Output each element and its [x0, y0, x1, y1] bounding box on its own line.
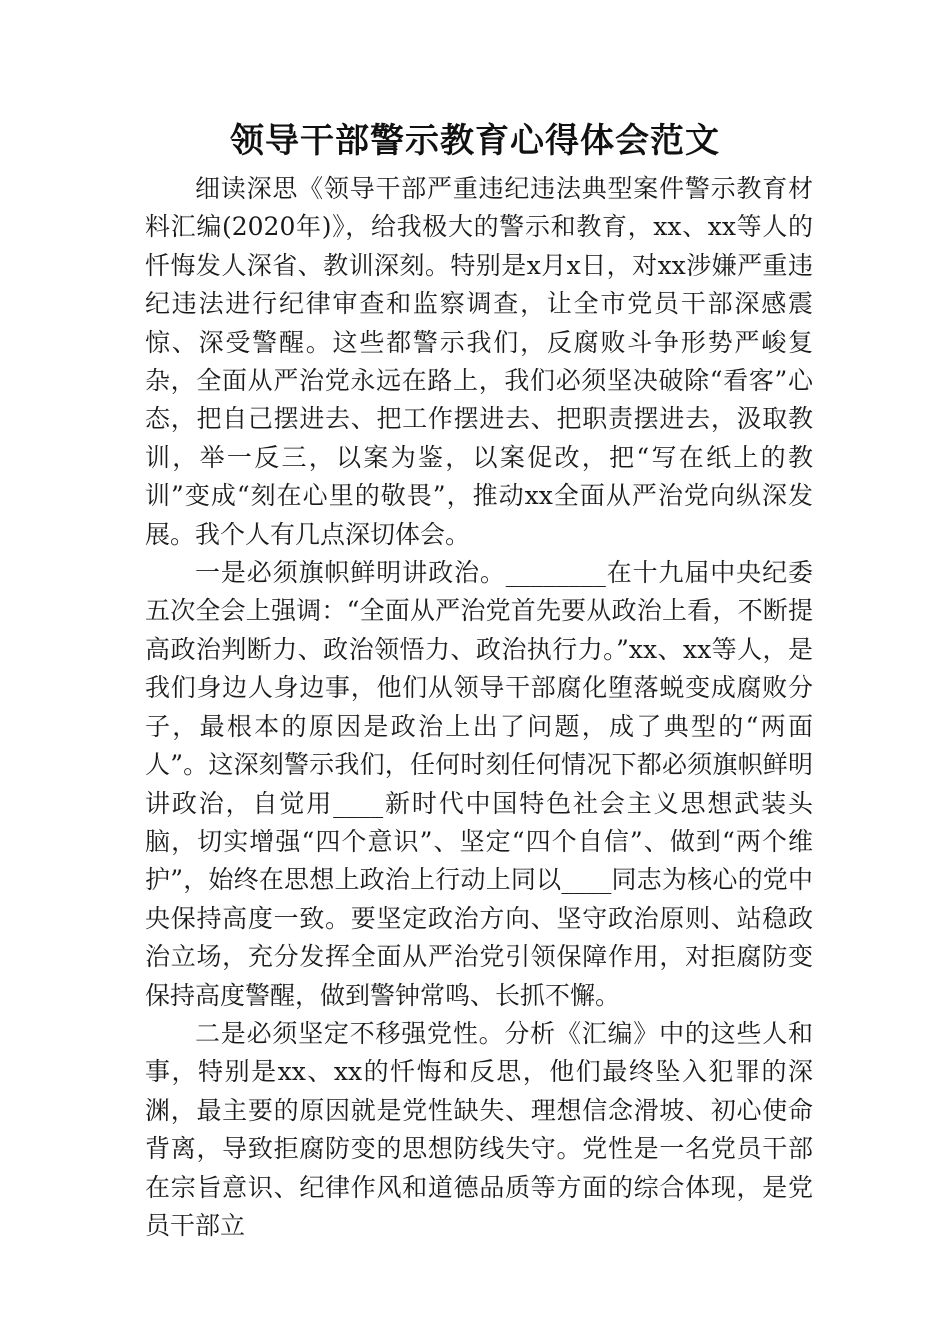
document-body — [145, 170, 813, 1245]
paragraph-intro: 细读深思《领导干部严重违纪违法典型案件警示教育材料汇编(2020年)》，给我极大的警示和教育，xx、xx等人的忏悔发人深省、教训深刻。特别是x月x日，对xx涉嫌严重违纪违法进行纪律审查和监察调查，让全市党员干部深感震惊、深受警醒。这些都警示我们，反腐败斗争形势严峻复杂，全面从严治党永远在路上，我们必须坚决破除“看客”心态，把自己摆进去、把工作摆进去、把职责摆进去，汲取教训，举一反三，以案为鉴，以案促改，把“写在纸上的教训”变成“刻在心里的敬畏”，推动xx全面从严治党向纵深发展。我个人有几点深切体会。 — [145, 174, 813, 549]
paragraph-politics: 一是必须旗帜鲜明讲政治。________在十九届中央纪委五次全会上强调：“全面从严治党首先要从政治上看，不断提高政治判断力、政治领悟力、政治执行力。”xx、xx等人，是我们身边人身边事，他们从领导干部腐化堕落蜕变成腐败分子，最根本的原因是政治上出了问题，成了典型的“两面人”。这深刻警示我们，任何时刻任何情况下都必须旗帜鲜明讲政治，自觉用____新时代中国特色社会主义思想武装头脑，切实增强“四个意识”、坚定“四个自信”、做到“两个维护”，始终在思想上政治上行动上同以____同志为核心的党中央保持高度一致。要坚定政治方向、坚守政治原则、站稳政治立场，充分发挥全面从严治党引领保障作用，对拒腐防变保持高度警醒，做到警钟常鸣、长抓不懈。 — [145, 558, 813, 1010]
paragraph-party-spirit: 二是必须坚定不移强党性。分析《汇编》中的这些人和事，特别是xx、xx的忏悔和反思，他们最终坠入犯罪的深渊，最主要的原因就是党性缺失、理想信念滑坡、初心使命背离，导致拒腐防变的思想防线失守。党性是一名党员干部在宗旨意识、纪律作风和道德品质等方面的综合体现，是党员干部立 — [145, 1018, 813, 1240]
document-title: 领导干部警示教育心得体会范文 — [230, 121, 720, 161]
